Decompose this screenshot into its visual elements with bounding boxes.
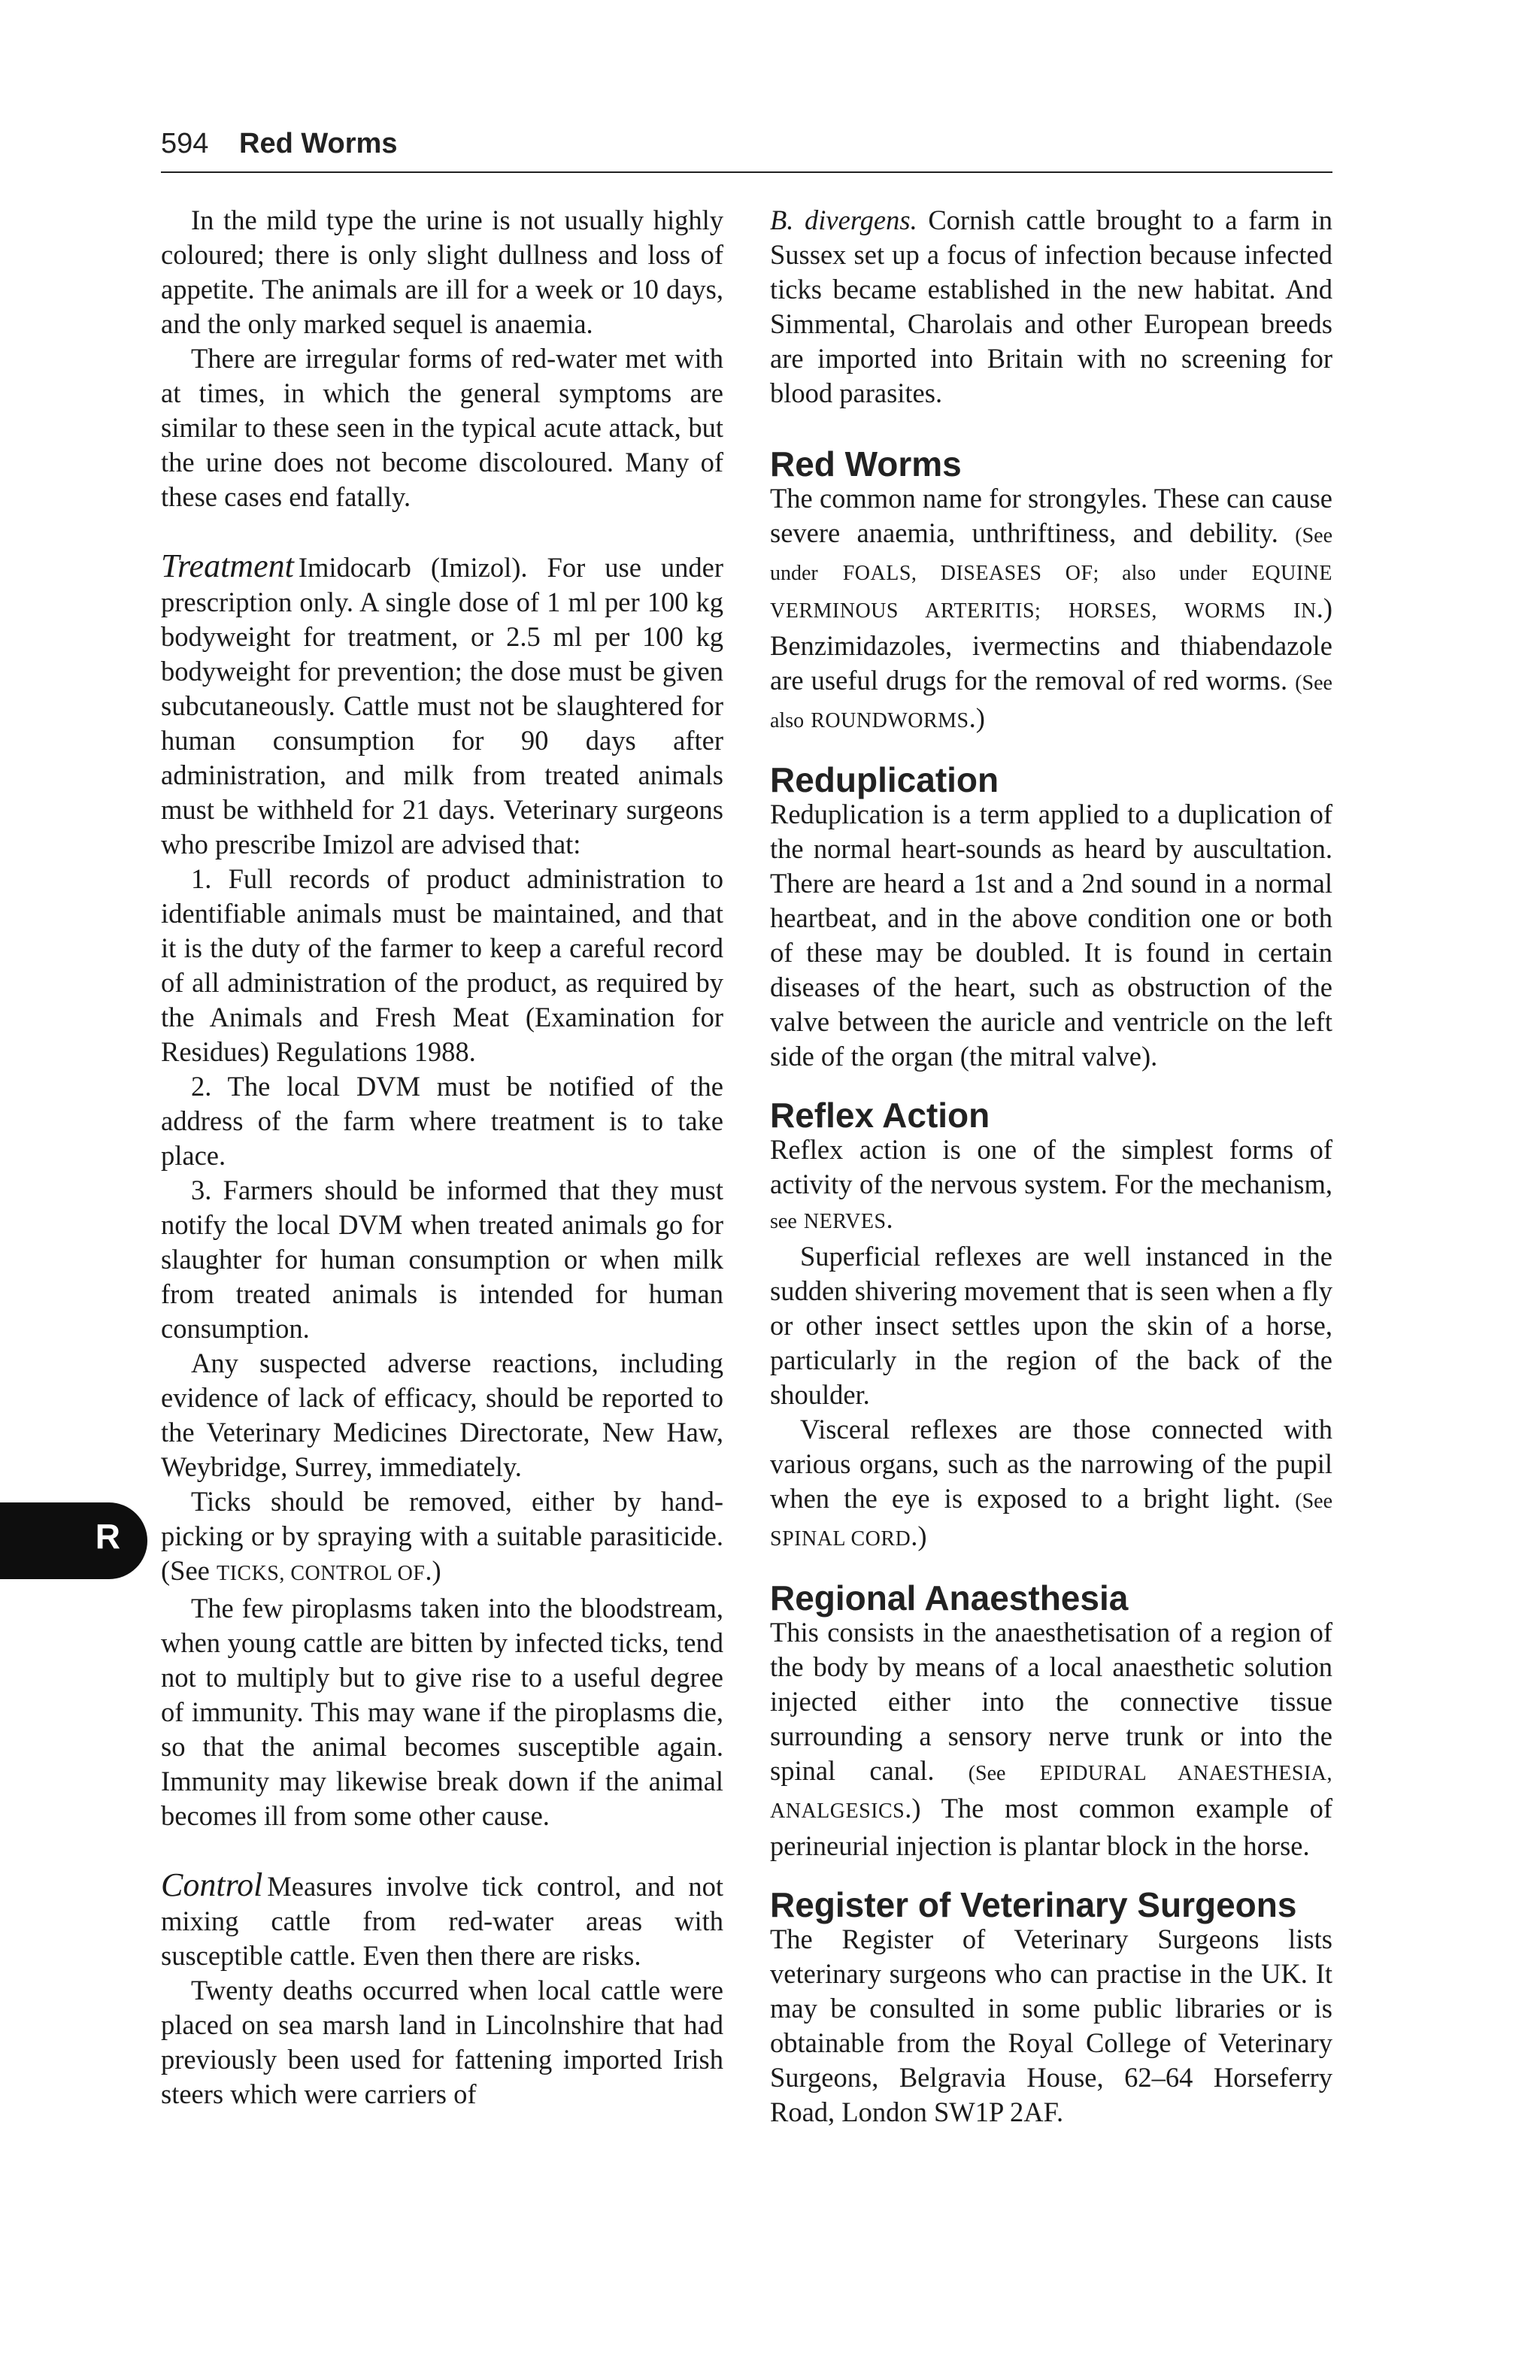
paragraph-ticks: [161, 1484, 723, 1591]
red-worms-see: (See under: [770, 524, 1333, 585]
register-body: The Register of Veterinary Surgeons lists veterinary surgeons who can practise in the UK. It may be consulted in some public libraries or is obtainable from the Royal College of Veterinary Surgeons, Belgravia House, 62–64 Horseferry Road, London SW1P 2AF.: [770, 1924, 1332, 2127]
treatment-section: [161, 549, 723, 862]
page-number: 594: [161, 128, 209, 159]
cross-reference-equine: EQUINE VERMINOUS ARTERITIS; HORSES, WORMS IN: [770, 562, 1332, 623]
cross-reference-nerves: NERVES: [803, 1210, 887, 1233]
ticks-close: .): [425, 1555, 441, 1586]
treatment-item-1: 1. Full records of product administration to identifiable animals must be maintained, and that it is the duty of the farmer to keep a careful record of all administration of the product, as required by the Animals and Fresh Meat (Examination for Residues) Regulations 1988.: [161, 863, 723, 1067]
ticks-see: (See: [161, 1555, 210, 1586]
heading-reflex-action: Reflex Action: [770, 1096, 990, 1135]
control-section: [161, 1868, 723, 1973]
red-worms-close-2: .): [969, 702, 985, 733]
running-header: [161, 123, 1332, 173]
treatment-label: Treatment: [161, 547, 294, 584]
red-worms-also: ; also under: [1093, 562, 1227, 585]
reflex-close-2: .): [911, 1520, 927, 1551]
reflex-see: see: [770, 1210, 797, 1233]
reflex-end: .: [886, 1203, 893, 1234]
red-worms-see-also: (See also: [770, 672, 1332, 732]
cross-reference-foals: FOALS, DISEASES OF: [842, 562, 1093, 585]
heading-register-of-veterinary-surgeons: Register of Veterinary Surgeons: [770, 1885, 1297, 1924]
thumb-index-tab: [0, 1502, 147, 1579]
reflex-text: Reflex action is one of the simplest forms of activity of the nervous system. For the mechanism,: [770, 1134, 1332, 1199]
thumb-index-letter: R: [95, 1517, 120, 1556]
regional-text-2: The most common example of perineurial injection is plantar block in the horse.: [770, 1793, 1332, 1861]
regional-body: [770, 1615, 1332, 1863]
left-column: [161, 203, 723, 2112]
red-worms-body: [770, 481, 1332, 738]
control-label: Control: [161, 1866, 263, 1903]
treatment-text: Imidocarb (Imizol). For use under prescription only. A single dose of 1 ml per 100 kg bodyweight for treatment, or 2.5 ml per 100 kg bodyweight for prevention; the dose must be given subcutaneously. Cattle must not be slaughtered for human consumption for 90 days after administration, and milk from treated animals must be withheld for 21 days. Veterinary surgeons who prescribe Imizol are advised that:: [161, 552, 723, 860]
cross-reference-roundworms: ROUNDWORMS: [811, 709, 969, 732]
red-worms-text: The common name for strongyles. These can cause severe anaemia, unthriftiness, and debility.: [770, 483, 1332, 548]
paragraph-mild-type: In the mild type the urine is not usually highly coloured; there is only slight dullness and loss of appetite. The animals are ill for a week or 10 days, and the only marked sequel is anaemia.: [161, 205, 723, 339]
cross-reference-spinal-cord: SPINAL CORD: [770, 1527, 911, 1551]
reflex-see-2: (See: [1295, 1490, 1333, 1513]
paragraph-adverse-reactions: Any suspected adverse reactions, including evidence of lack of efficacy, should be reported to the Veterinary Medicines Directorate, New Haw, Weybridge, Surrey, immediately.: [161, 1348, 723, 1482]
paragraph-continuation: [770, 203, 1332, 411]
paragraph-irregular-forms: There are irregular forms of red-water met with at times, in which the general symptoms are similar to these seen in the typical acute attack, but the urine does not become discoloured. Many of these cases end fatally.: [161, 343, 723, 512]
reflex-visceral: [770, 1412, 1332, 1557]
heading-reduplication: Reduplication: [770, 760, 999, 799]
heading-regional-anaesthesia: Regional Anaesthesia: [770, 1578, 1129, 1617]
control-text: Measures involve tick control, and not mixing cattle from red-water areas with susceptible cattle. Even then there are risks.: [161, 1871, 723, 1971]
reduplication-body: Reduplication is a term applied to a duplication of the normal heart-sounds as heard by auscultation. There are heard a 1st and a 2nd sound in a normal heartbeat, and in the above condition one or both of these may be doubled. It is found in certain diseases of the heart, such as obstruction of the valve between the auricle and ventricle on the left side of the organ (the mitral valve).: [770, 799, 1332, 1072]
ticks-text: Ticks should be removed, either by hand-picking or by spraying with a suitable parasiticide.: [161, 1486, 723, 1551]
regional-text: This consists in the anaesthetisation of a region of the body by means of a local anaesthetic solution injected either into the connective tissue surrounding a sensory nerve trunk or into the spinal canal.: [770, 1617, 1332, 1786]
treatment-item-3: 3. Farmers should be informed that they must notify the local DVM when treated animals go for slaughter for human consumption or when milk from treated animals is intended for human consumption.: [161, 1175, 723, 1344]
paragraph-twenty-deaths: Twenty deaths occurred when local cattle were placed on sea marsh land in Lincolnshire that had previously been used for fattening imported Irish steers which were carriers of: [161, 1975, 723, 2109]
cross-reference-epidural: EPIDURAL ANAESTHESIA, ANALGESICS: [770, 1762, 1333, 1823]
reflex-superficial: Superficial reflexes are well instanced in the sudden shivering movement that is seen when a fly or other insect settles upon the skin of a horse, particularly in the region of the back of the shoulder.: [770, 1241, 1332, 1410]
paragraph-piroplasms: The few piroplasms taken into the bloodstream, when young cattle are bitten by infected ticks, tend not to multiply but to give rise to a useful degree of immunity. This may wane if the piroplasms die, so that the animal becomes susceptible again. Immunity may likewise break down if the animal becomes ill from some other cause.: [161, 1593, 723, 1831]
heading-red-worms: Red Worms: [770, 444, 962, 484]
species-name: B. divergens.: [770, 205, 917, 235]
reflex-body: [770, 1132, 1332, 1239]
red-worms-close: .): [1316, 593, 1332, 623]
cross-reference-ticks: TICKS, CONTROL OF: [216, 1562, 426, 1585]
red-worms-text-2: Benzimidazoles, ivermectins and thiabendazole are useful drugs for the removal of red worms.: [770, 630, 1332, 696]
regional-see: (See: [968, 1762, 1006, 1785]
continuation-text: Cornish cattle brought to a farm in Sussex set up a focus of infection because infected ticks became established in the new habitat. And Simmental, Charolais and other European breeds are imported into Britain with no screening for blood parasites.: [770, 205, 1332, 408]
treatment-item-2: 2. The local DVM must be notified of the address of the farm where treatment is to take place.: [161, 1071, 723, 1171]
regional-close: .): [905, 1793, 921, 1824]
right-column: [770, 203, 1332, 2130]
running-title: Red Worms: [239, 128, 398, 159]
reflex-visceral-text: Visceral reflexes are those connected with various organs, such as the narrowing of the pupil when the eye is exposed to a bright light.: [770, 1414, 1332, 1514]
